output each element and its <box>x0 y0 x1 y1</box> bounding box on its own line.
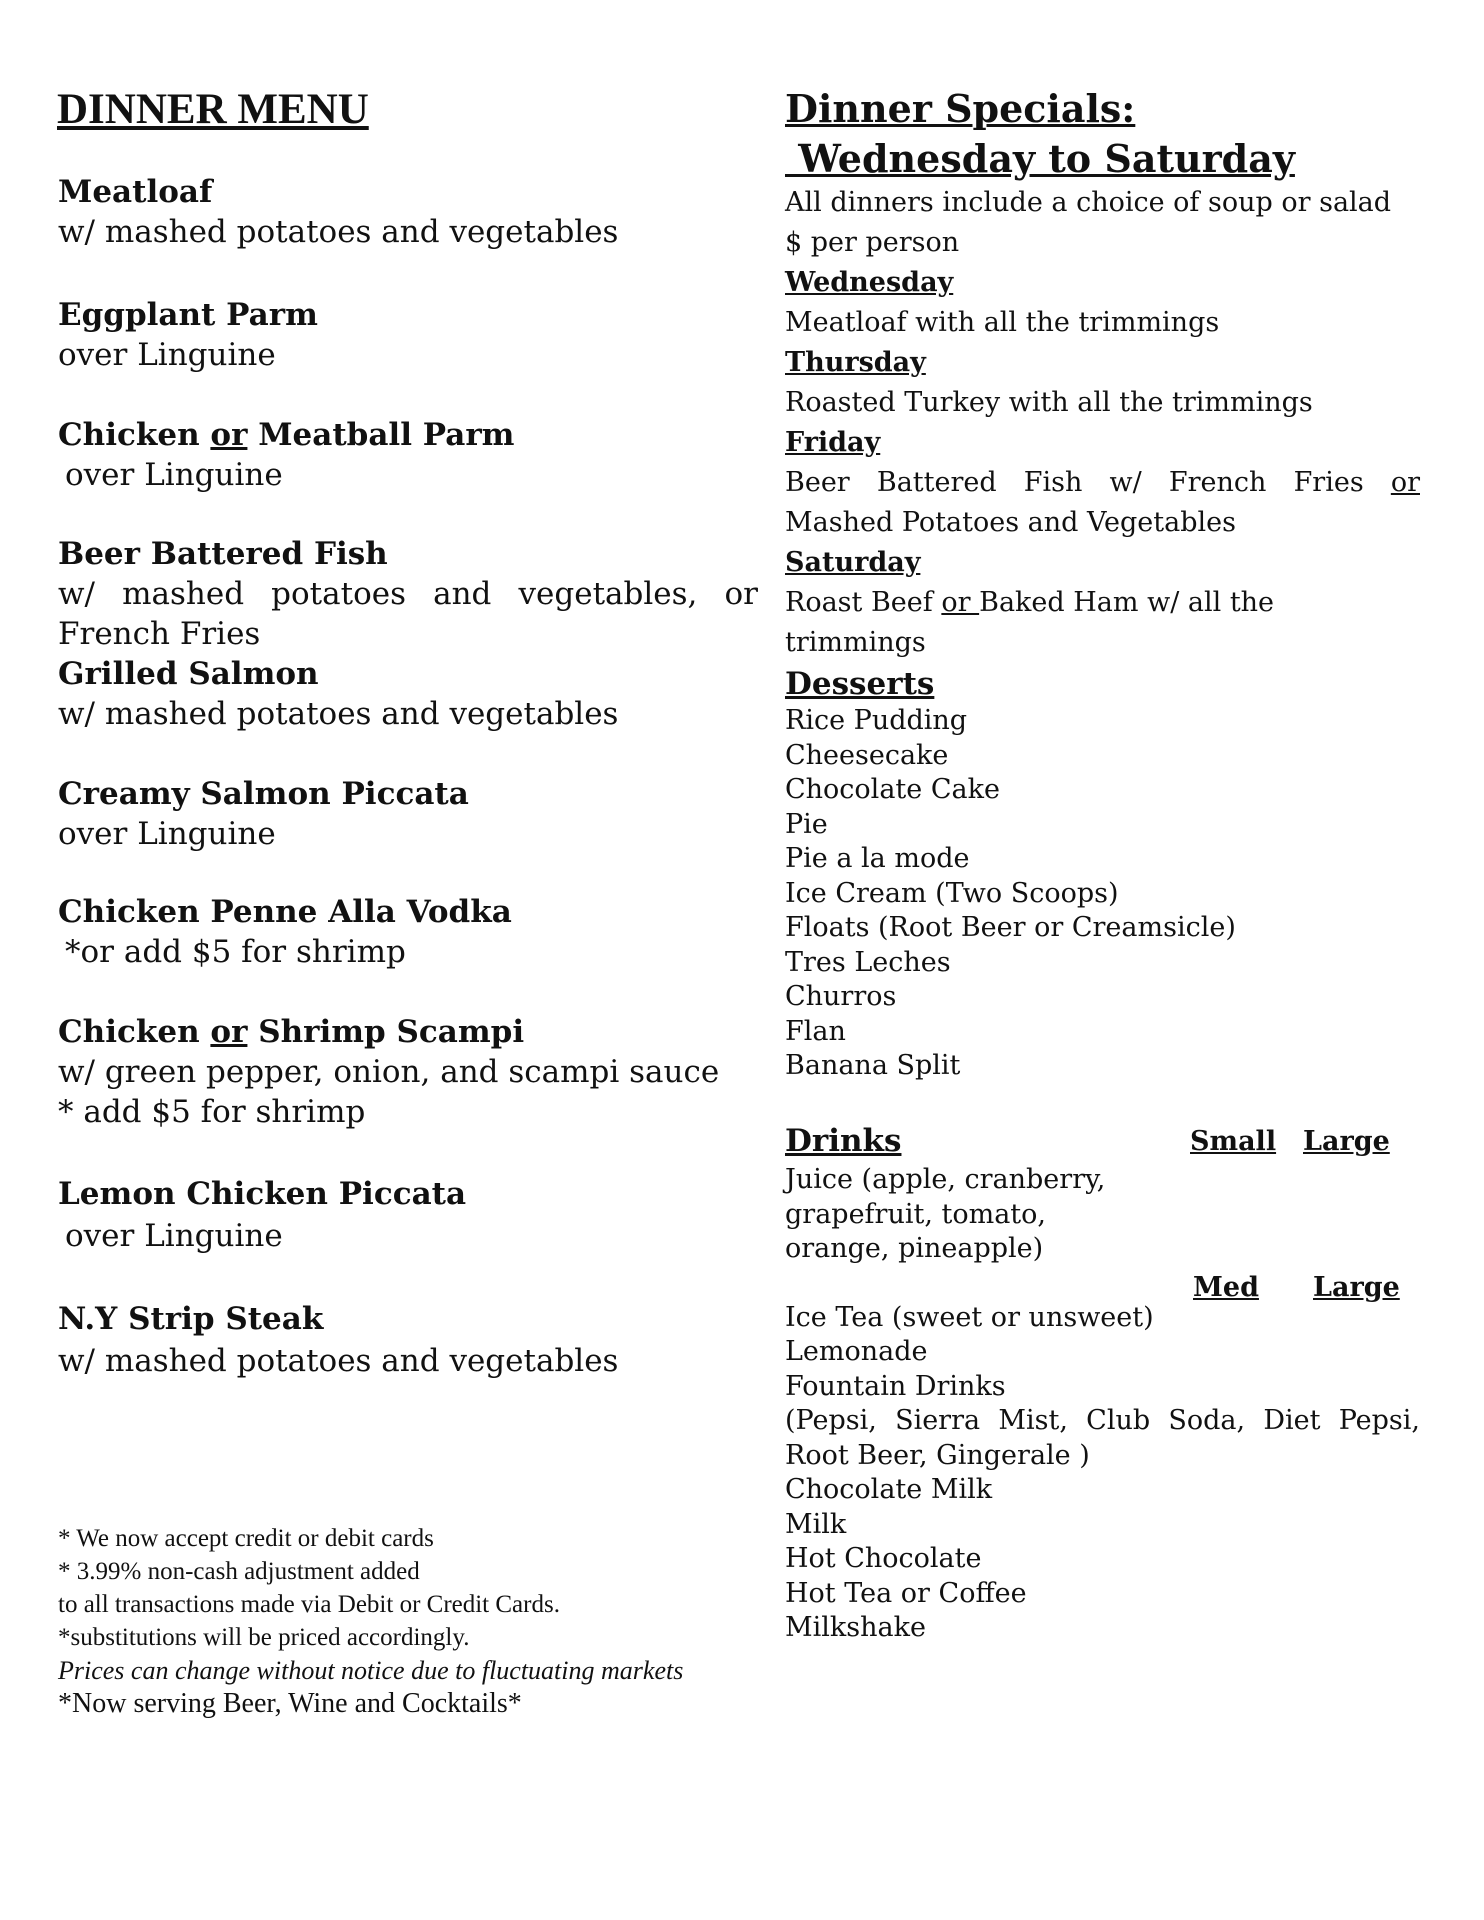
desserts-section <box>785 664 1236 1084</box>
special-dish: Beer Battered Fish w/ French Fries or Mashed Potatoes and Vegetables <box>785 467 1420 538</box>
dish-note: * add $5 for shrimp <box>58 1094 366 1130</box>
footer-line: to all transactions made via Debit or Credit Cards. <box>58 1591 560 1618</box>
drinks-list <box>785 1301 1420 1646</box>
dish-name: Beer Battered Fish <box>58 536 388 572</box>
specials-list <box>785 183 1420 663</box>
dish-name: Grilled Salmon <box>58 656 319 692</box>
drinks-header <box>785 1121 1420 1163</box>
menu-item <box>58 1174 758 1256</box>
menu-item <box>58 654 758 734</box>
menu-item <box>58 415 758 495</box>
dish-name: Chicken Penne Alla Vodka <box>58 894 512 930</box>
specials-title: Dinner Specials: Wednesday to Saturday <box>785 86 1295 181</box>
dish-description: w/ mashed potatoes and vegetables <box>58 696 619 732</box>
menu-item <box>58 1299 758 1381</box>
dish-description: w/ mashed potatoes and vegetables, or French Fries <box>58 576 758 652</box>
specials-note: All dinners include a choice of soup or salad <box>785 187 1392 218</box>
drinks-section <box>785 1121 1420 1646</box>
footer-line: Prices can change without notice due to fluctuating markets <box>58 1656 684 1685</box>
dish-description: w/ mashed potatoes and vegetables <box>58 1343 619 1379</box>
menu-title: DINNER MENU <box>57 86 369 133</box>
list-item: Chocolate Cake <box>785 774 1000 805</box>
list-item: Hot Tea or Coffee <box>785 1577 1027 1609</box>
size-large-label: Large <box>1303 1126 1390 1157</box>
dish-description: over Linguine <box>65 1218 283 1254</box>
list-item: Ice Cream (Two Scoops) <box>785 877 1119 909</box>
special-dish: Meatloaf with all the trimmings <box>785 307 1220 338</box>
dish-name: N.Y Strip Steak <box>58 1301 324 1337</box>
list-item: Fountain Drinks <box>785 1370 1006 1402</box>
drinks-title: Drinks <box>785 1123 902 1159</box>
special-day: Friday <box>785 427 881 458</box>
dish-description: over Linguine <box>65 457 283 493</box>
size-med-label: Med <box>1193 1271 1259 1303</box>
dish-description: w/ mashed potatoes and vegetables <box>58 214 619 250</box>
dish-name: Chicken or Shrimp Scampi <box>58 1014 525 1050</box>
size-small-label: Small <box>1190 1126 1277 1157</box>
menu-item <box>58 1012 758 1132</box>
footer-line: * We now accept credit or debit cards <box>58 1525 434 1552</box>
list-item: Rice Pudding <box>785 705 968 736</box>
dish-name: Eggplant Parm <box>58 297 318 333</box>
special-dish: Roast Beef or Baked Ham w/ all the trimmings <box>785 587 1275 658</box>
footer-line: *substitutions will be priced accordingly. <box>58 1624 470 1651</box>
juice-line: Juice (apple, cranberry, <box>785 1164 1106 1195</box>
list-item: Hot Chocolate <box>785 1543 982 1574</box>
desserts-title: Desserts <box>785 666 935 702</box>
footer-line: * 3.99% non-cash adjustment added <box>58 1558 420 1585</box>
dish-name: Meatloaf <box>58 174 213 210</box>
menu-item <box>58 172 758 252</box>
list-item: Milk <box>785 1508 847 1540</box>
juice-line: orange, pineapple) <box>785 1233 1044 1264</box>
list-item: Milkshake <box>785 1612 926 1643</box>
dish-description: *or add $5 for shrimp <box>65 934 406 970</box>
dish-name: Lemon Chicken Piccata <box>58 1176 467 1212</box>
dish-description: over Linguine <box>58 337 276 373</box>
menu-item <box>58 534 758 654</box>
desserts-list <box>785 704 1236 1084</box>
menu-item <box>58 295 758 375</box>
size-large-label: Large <box>1313 1271 1400 1303</box>
special-dish: Roasted Turkey with all the trimmings <box>785 387 1313 418</box>
list-item: Floats (Root Beer or Creamsicle) <box>785 912 1236 943</box>
menu-item <box>58 774 758 854</box>
dish-description: over Linguine <box>58 816 276 852</box>
list-item: Pie <box>785 808 828 840</box>
menu-item <box>58 892 758 972</box>
list-item: Churros <box>785 981 897 1012</box>
footer-line: *Now serving Beer, Wine and Cocktails* <box>58 1688 522 1719</box>
special-day: Thursday <box>785 347 926 378</box>
list-item: Ice Tea (sweet or unsweet) <box>785 1301 1154 1333</box>
special-day: Wednesday <box>785 267 954 298</box>
list-item: Flan <box>785 1015 846 1047</box>
specials-price: $ per person <box>785 227 960 258</box>
fountain-drinks-list: (Pepsi, Sierra Mist, Club Soda, Diet Pepsi, Root Beer, Gingerale ) <box>785 1405 1420 1471</box>
list-item: Chocolate Milk <box>785 1474 993 1505</box>
special-day: Saturday <box>785 547 921 578</box>
list-item: Cheesecake <box>785 739 949 771</box>
size-row <box>785 1267 1420 1301</box>
list-item: Pie a la mode <box>785 843 970 874</box>
list-item: Tres Leches <box>785 946 951 978</box>
list-item: Banana Split <box>785 1050 961 1081</box>
dish-name: Creamy Salmon Piccata <box>58 776 469 812</box>
dish-description: w/ green pepper, onion, and scampi sauce <box>58 1054 720 1090</box>
juice-line: grapefruit, tomato, <box>785 1198 1046 1230</box>
list-item: Lemonade <box>785 1336 928 1367</box>
footer-notes <box>58 1522 683 1720</box>
dish-name: Chicken or Meatball Parm <box>58 417 515 453</box>
